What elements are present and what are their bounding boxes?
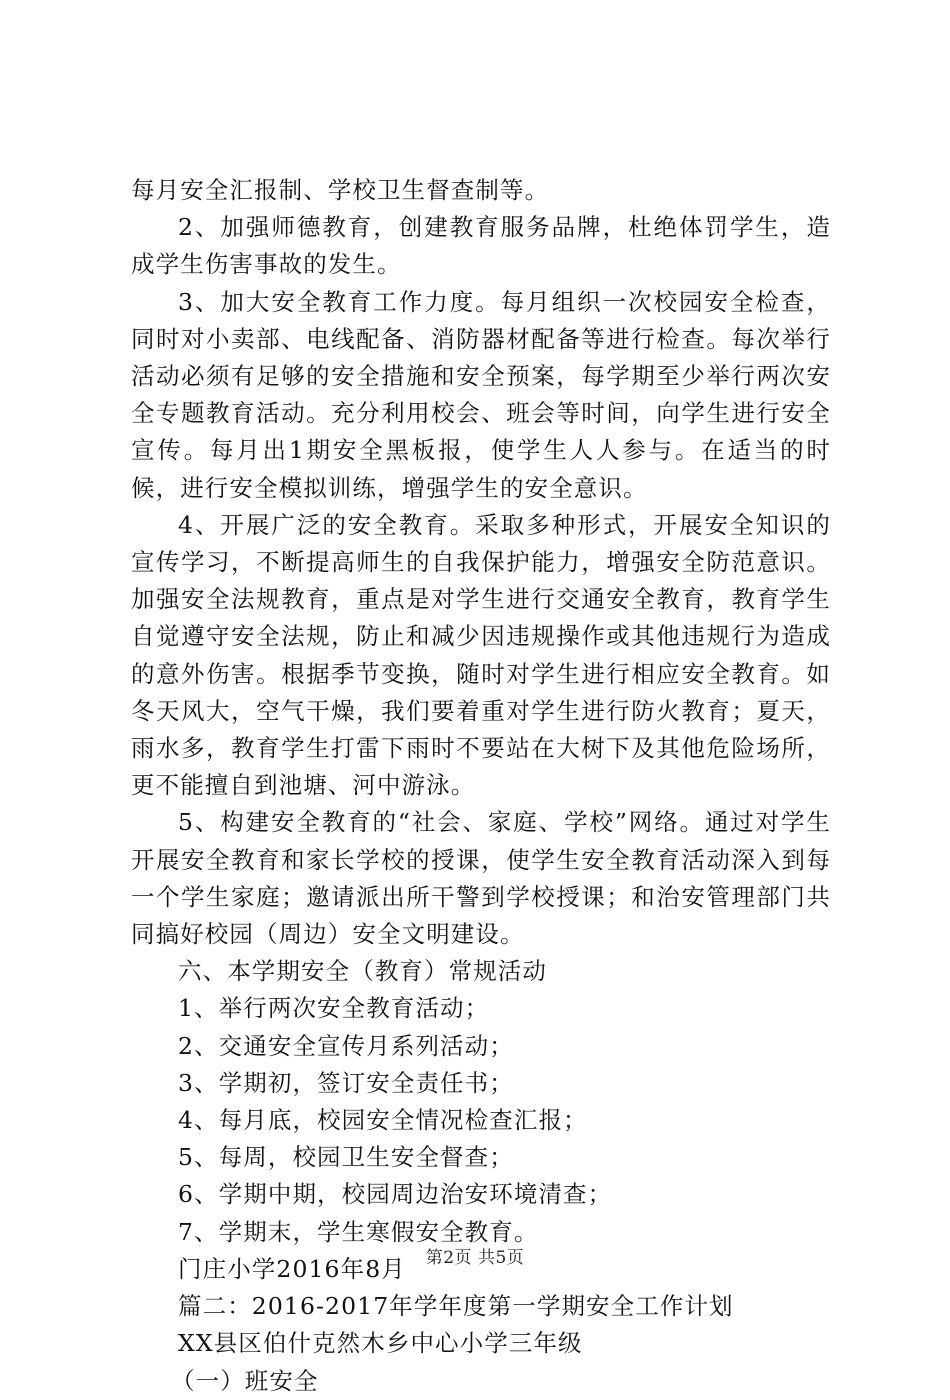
page-number-footer: 第2页 共5页: [425, 1248, 525, 1268]
activity-item: 2、交通安全宣传月系列活动；: [178, 1031, 514, 1060]
activity-item: 5、每周，校园卫生安全督查；: [178, 1143, 514, 1172]
school-line: XX县区伯什克然木乡中心小学三年级: [178, 1329, 583, 1358]
paragraph-item-4: 4、开展广泛的安全教育。采取多种形式，开展安全知识的宣传学习，不断提高师生的自我保护能力，增强安全防范意识。加强安全法规教育，重点是对学生进行交通安全教育，教育学生自觉遵守安全法规，防止和减少因违规操作或其他违规行为造成的意外伤害。根据季节变换，随时对学生进行相应安全教育。如冬天风大，空气干燥，我们要着重对学生进行防火教育；夏天，雨水多，教育学生打雷下雨时不要站在大树下及其他危险场所，更不能擅自到池塘、河中游泳。: [131, 510, 831, 800]
document-body: [131, 172, 831, 1400]
subsection-heading: （一）班安全: [171, 1366, 319, 1395]
paragraph-continuation: 每月安全汇报制、学校卫生督查制等。: [131, 176, 550, 204]
activity-item: 3、学期初，签订安全责任书；: [178, 1068, 514, 1097]
paragraph-item-2: 2、加强师德教育，创建教育服务品牌，杜绝体罚学生，造成学生伤害事故的发生。: [131, 213, 831, 279]
signature-line: 门庄小学2016年8月: [178, 1254, 406, 1283]
activity-item: 4、每月底，校园安全情况检查汇报；: [178, 1106, 588, 1135]
paragraph-item-3: 3、加大安全教育工作力度。每月组织一次校园安全检查，同时对小卖部、电线配备、消防器材配备等进行检查。每次举行活动必须有足够的安全措施和安全预案，每学期至少举行两次安全专题教育活动。充分利用校会、班会等时间，向学生进行安全宣传。每月出1期安全黑板报，使学生人人参与。在适当的时候，进行安全模拟训练，增强学生的安全意识。: [131, 287, 831, 502]
paragraph-item-5: 5、构建安全教育的“社会、家庭、学校”网络。通过对学生开展安全教育和家长学校的授课，使学生安全教育活动深入到每一个学生家庭；邀请派出所干警到学校授课；和治安管理部门共同搞好校园（周边）安全文明建设。: [131, 808, 831, 949]
activity-item: 6、学期中期，校园周边治安环境清查；: [178, 1180, 613, 1209]
section-heading: 六、本学期安全（教育）常规活动: [178, 957, 547, 986]
activity-item: 1、举行两次安全教育活动；: [178, 994, 490, 1023]
activity-item: 7、学期末，学生寒假安全教育。: [178, 1217, 539, 1246]
next-article-title: 篇二：2016-2017年学年度第一学期安全工作计划: [178, 1292, 734, 1321]
